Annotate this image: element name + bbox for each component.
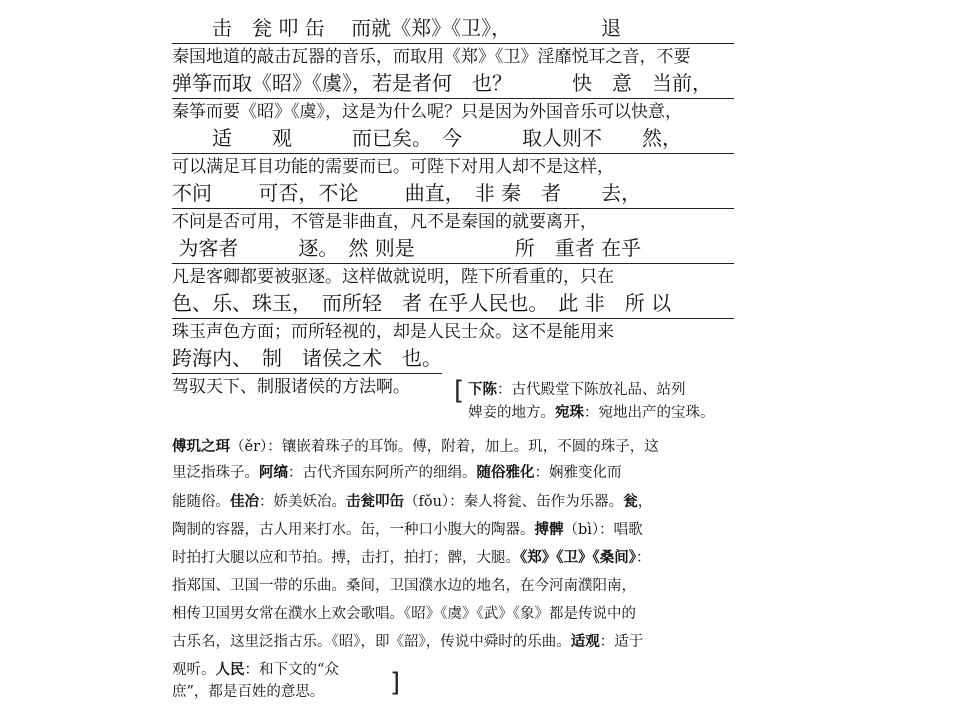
note-term: 适观 <box>570 634 600 650</box>
note-text: （bì）：唱歌 <box>563 522 643 538</box>
underline-rule <box>172 98 734 99</box>
note-text: 能随俗。 <box>172 494 230 510</box>
underline-rule <box>172 373 442 374</box>
note-line <box>172 463 622 483</box>
translation-line: 秦筝而要《昭》《虞》，这是为什么呢？只是因为外国音乐可以快意， <box>172 102 682 122</box>
original-line: 适 观 而已矣。 今 取人则不 然， <box>172 126 682 150</box>
note-text: 相传卫国男女常在濮水上欢会歌唱。《昭》《虞》《武》《象》都是传说中的 <box>172 606 636 622</box>
note-line <box>172 604 636 624</box>
note-text: 观听。 <box>172 662 216 678</box>
notes-close-bracket: ] <box>390 668 401 698</box>
note-text: 陶制的容器，古人用来打水。缶，一种口小腹大的陶器。 <box>172 522 535 538</box>
note-term: 《郑》《卫》《桑间》 <box>520 550 636 566</box>
note-line <box>172 437 659 457</box>
note-term: 搏髀 <box>534 522 564 538</box>
note-term: 随俗雅化 <box>476 465 535 481</box>
note-term: 击瓮叩缶 <box>346 494 404 510</box>
note-line <box>468 403 715 423</box>
original-line: 弹筝而取《昭》《虞》，若是者何 也？ 快 意 当前， <box>172 71 712 95</box>
original-line: 为客者 逐。 然 则是 所 重者 在乎 <box>172 236 642 260</box>
original-line: 击 瓮 叩 缶 而就《郑》《卫》， 退 <box>172 16 622 40</box>
note-term: 佳冶 <box>230 494 259 510</box>
translation-line: 秦国地道的敲击瓦器的音乐，而取用《郑》《卫》淫靡悦耳之音，不要 <box>172 47 691 67</box>
note-term: 人民 <box>215 662 245 678</box>
translation-line: 不问是否可用，不管是非曲直，凡不是秦国的就要离开， <box>172 212 597 232</box>
note-term: 傅玑之珥 <box>172 439 230 455</box>
note-term: 宛珠 <box>555 405 584 421</box>
note-text: 里泛指珠子。 <box>172 465 259 481</box>
underline-rule <box>172 208 734 209</box>
note-line <box>172 520 643 540</box>
note-line <box>172 548 651 568</box>
note-text: 时拍打大腿以应和节拍。搏，击打，拍打；髀，大腿。 <box>172 550 520 566</box>
note-term: 瓮 <box>623 494 638 510</box>
note-line <box>172 682 324 702</box>
note-text: 指郑国、卫国一带的乐曲。桑间，卫国濮水边的地名，在今河南濮阳南， <box>172 578 636 594</box>
note-text: ：和下文的“众 <box>244 662 339 678</box>
underline-rule <box>172 263 734 264</box>
original-line: 不问 可否，不论 曲直， 非 秦 者 去， <box>172 181 642 205</box>
note-text: ：古代殿堂下陈放礼品、站列 <box>497 382 686 398</box>
note-text: ， <box>637 494 653 510</box>
note-text: ：娴雅变化而 <box>534 465 622 481</box>
note-term: 下陈 <box>468 382 497 398</box>
note-text: 婢妾的地方。 <box>468 405 555 421</box>
note-text: ：娇美妖冶。 <box>259 494 346 510</box>
note-text: 古乐名，这里泛指古乐。《昭》，即《韶》，传说中舜时的乐曲。 <box>172 634 571 650</box>
note-line <box>468 380 686 400</box>
original-line: 色、乐、珠玉， 而所轻 者 在乎人民也。 此 非 所 以 <box>172 291 672 315</box>
note-text: （fǒu）：秦人将瓮、缶作为乐器。 <box>404 494 624 510</box>
note-line <box>172 660 339 680</box>
note-text: 庶”，都是百姓的意思。 <box>172 684 325 700</box>
note-text: ：适于 <box>599 634 644 650</box>
note-line <box>172 492 652 512</box>
translation-line: 驾驭天下、制服诸侯的方法啊。 <box>172 377 410 397</box>
translation-line: 珠玉声色方面；而所轻视的，却是人民士众。这不是能用来 <box>172 322 614 342</box>
notes-open-bracket: [ <box>454 376 465 406</box>
underline-rule <box>172 43 734 44</box>
note-term: 阿缟 <box>259 465 288 481</box>
note-text: ：宛地出产的宝珠。 <box>584 405 715 421</box>
original-line: 跨海内、 制 诸侯之术 也。 <box>172 346 442 370</box>
translation-line: 可以满足耳目功能的需要而已。可陛下对用人却不是这样， <box>172 157 614 177</box>
note-text: ： <box>636 550 651 566</box>
note-text: （ěr）：镶嵌着珠子的耳饰。傅，附着，加上。玑，不圆的珠子，这 <box>230 439 659 455</box>
note-line <box>172 576 636 596</box>
translation-line: 凡是客卿都要被驱逐。这样做就说明，陛下所看重的，只在 <box>172 267 614 287</box>
underline-rule <box>172 318 734 319</box>
note-text: ：古代齐国东阿所产的细绢。 <box>288 465 477 481</box>
note-line <box>172 632 643 652</box>
underline-rule <box>172 153 734 154</box>
